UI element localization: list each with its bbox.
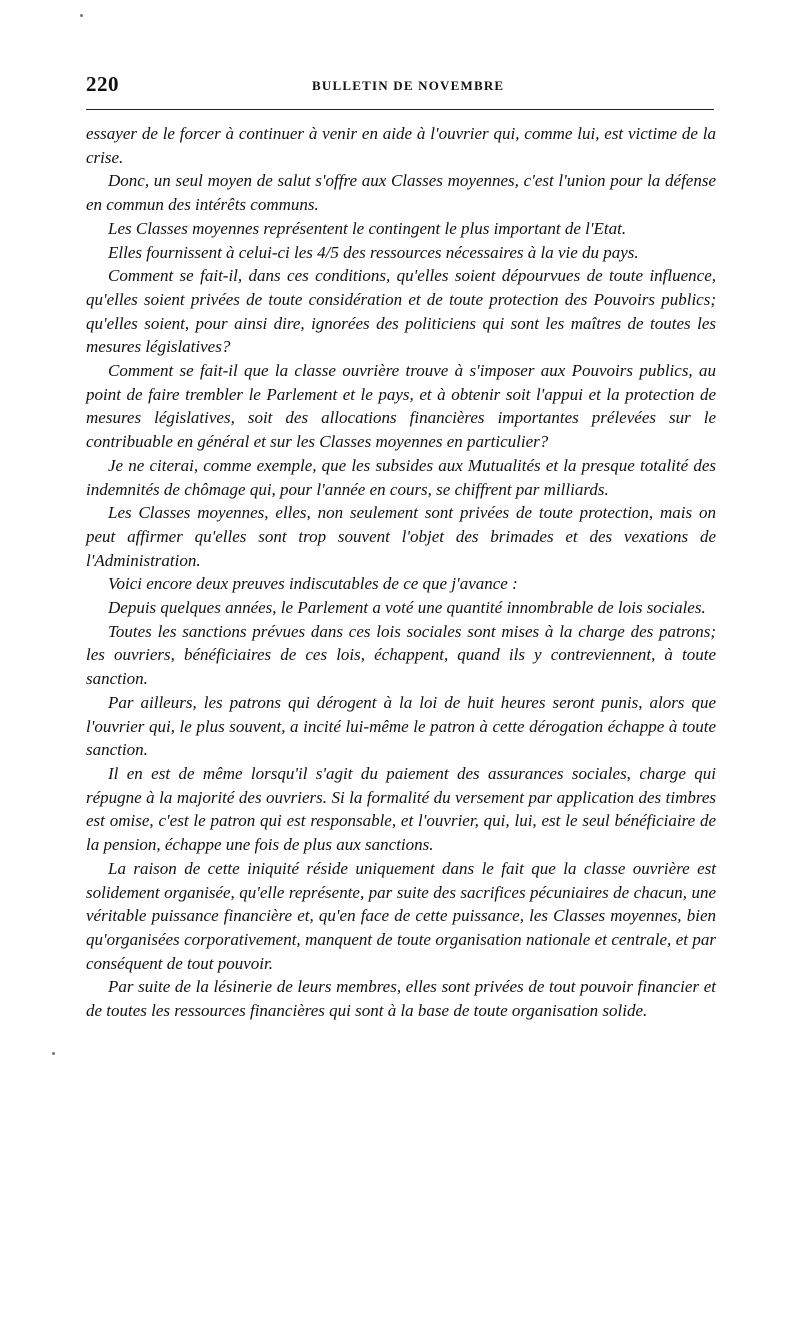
paragraph: Il en est de même lorsqu'il s'agit du paiement des assurances sociales, charge qui répugne à la majorité des ouvriers. Si la formalité du versement par application des timbres est omise, c'est le patron qui est responsable, et l'ouvrier, qui, lui, est le seul bénéficiaire de la pension, échappe une fois de plus aux sanctions. xyxy=(86,763,716,855)
paragraph: Je ne citerai, comme exemple, que les subsides aux Mutualités et la presque totalité des indemnités de chômage qui, pour l'année en cours, se chiffrent par milliards. xyxy=(86,455,716,499)
paragraph: Voici encore deux preuves indiscutables de ce que j'avance : xyxy=(108,574,518,594)
paragraph: Comment se fait-il, dans ces conditions, qu'elles soient dépourvues de toute influence, qu'elles soient privées de toute considération et de toute protection des Pouvoirs publics; qu'elles soient, pour ainsi dire, ignorées des politiciens qui sont les maîtres de toutes les mesures législatives? xyxy=(86,266,716,357)
scan-speck xyxy=(52,1052,55,1055)
paragraph: Les Classes moyennes, elles, non seulement sont privées de toute protection, mais on peut affirmer qu'elles sont trop souvent l'objet des brimades et des vexations de l'Administration. xyxy=(86,503,716,570)
paragraph: Depuis quelques années, le Parlement a voté une quantité innombrable de lois sociales. xyxy=(108,598,706,618)
paragraph: Elles fournissent à celui-ci les 4/5 des ressources nécessaires à la vie du pays. xyxy=(108,242,639,262)
paragraph: Comment se fait-il que la classe ouvrière trouve à s'imposer aux Pouvoirs publics, au point de faire trembler le Parlement et le pays, et à obtenir soit l'appui et la protection de mesures législatives, soit des allocations financières importantes prélevées sur le contribuable en général et sur les Classes moyennes en particulier? xyxy=(86,361,716,452)
running-title: BULLETIN DE NOVEMBRE xyxy=(312,78,505,93)
paragraph: La raison de cette iniquité réside uniquement dans le fait que la classe ouvrière est solidement organisée, qu'elle représente, par suite des sacrifices pécuniaires de chacun, une véritable puissance financière et, qu'en face de cette puissance, les Classes moyennes, bien qu'organisées corporativement, manquent de toute organisation nationale et centrale, et par conséquent de tout pouvoir. xyxy=(86,858,716,973)
scan-speck xyxy=(80,14,83,17)
page-header xyxy=(86,70,714,102)
paragraph: Toutes les sanctions prévues dans ces lois sociales sont mises à la charge des patrons; les ouvriers, bénéficiaires de ces lois, échappent, quand ils y contreviennent, à toute sanction. xyxy=(86,621,716,689)
paragraph: Par ailleurs, les patrons qui dérogent à la loi de huit heures seront punis, alors que l'ouvrier qui, le plus souvent, a incité lui-même le patron à cette dérogation échappe à toute sanction. xyxy=(86,692,716,760)
paragraph: essayer de le forcer à continuer à venir en aide à l'ouvrier qui, comme lui, est victime de la crise. xyxy=(86,124,716,167)
paragraph: Par suite de la lésinerie de leurs membres, elles sont privées de tout pouvoir financier et de toutes les ressources financières qui sont à la base de toute organisation solide. xyxy=(86,977,716,1021)
paragraph: Donc, un seul moyen de salut s'offre aux Classes moyennes, c'est l'union pour la défense en commun des intérêts communs. xyxy=(86,171,716,215)
paragraph: Les Classes moyennes représentent le contingent le plus important de l'Etat. xyxy=(108,218,627,238)
page-number: 220 xyxy=(86,72,119,96)
body-text xyxy=(86,122,716,1023)
header-rule xyxy=(86,109,714,110)
